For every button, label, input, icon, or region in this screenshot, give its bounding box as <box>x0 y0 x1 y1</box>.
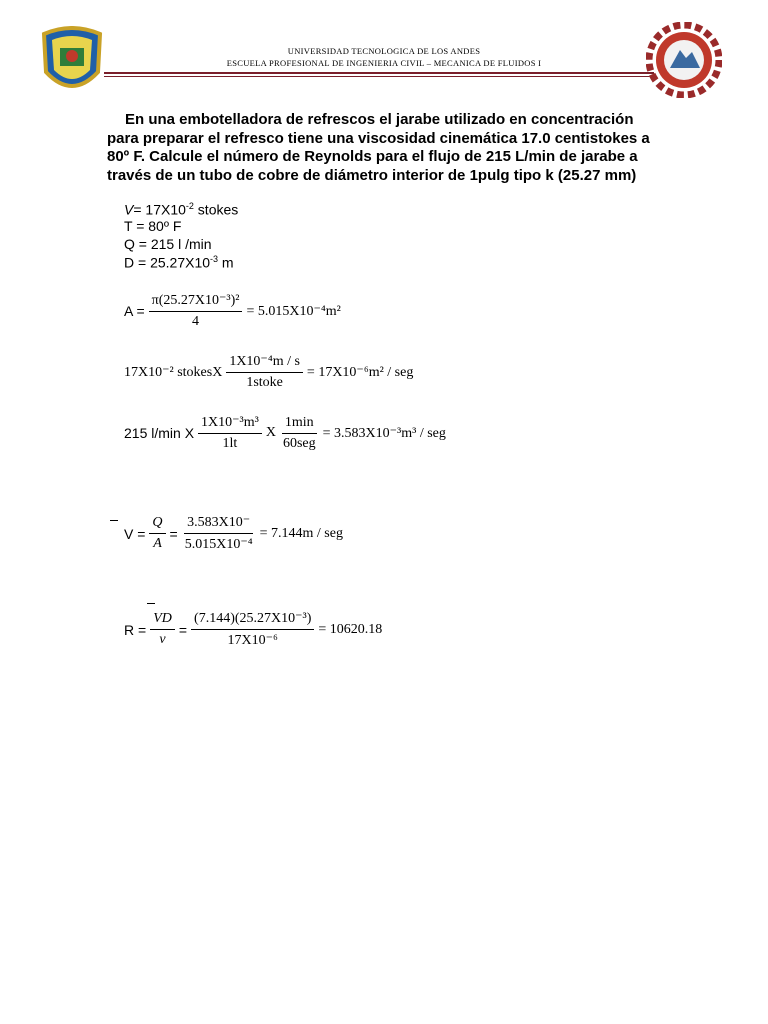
given-flow: Q = 215 l /min <box>124 236 212 252</box>
equation-viscosity: 17X10⁻² stokesX $\frac{\text{1X10⁻⁴m / s}}{\text{1stoke}}$ = 17X10⁻⁶m² / seg <box>124 354 414 390</box>
engineering-gear-logo <box>646 22 722 98</box>
equation-flow: 215 l/min X $\frac{\text{1X10⁻³m³}}{1lt}$ X $\frac{1\min}{\text{60seg}}$ = 3.583X10⁻³m³ / seg <box>124 414 446 451</box>
equation-reynolds: R = $\frac{VD}{\nu}$ = $\frac{\text{(7.144)(25.27X10⁻³)}}{\text{17X10⁻⁶}}$ = 10620.18 <box>124 611 383 648</box>
fraction-viscosity: $\frac{\text{1X10⁻⁴m / s}}{\text{1stoke}}$ <box>226 353 303 391</box>
fraction-vd-over-nu: $\frac{VD}{\nu}$ <box>150 611 175 648</box>
fraction-flow-time: $\frac{1\min}{\text{60seg}}$ <box>282 414 316 451</box>
header-divider <box>104 72 654 74</box>
given-viscosity: $V= 17X10^{-2}$ stokes <box>124 201 239 218</box>
fraction-velocity-values: $\frac{3.583X10^-}{\text{5.015X10⁻⁴}}$ <box>184 515 253 552</box>
fraction-reynolds-values: $\frac{\text{(7.144)(25.27X10⁻³)}}{\text{17X10⁻⁶}}$ <box>191 610 314 649</box>
header-university-name: UNIVERSIDAD TECNOLOGICA DE LOS ANDES <box>287 46 481 56</box>
university-seal-logo <box>38 26 106 96</box>
fraction-q-over-a: $\frac{Q}{A}$ <box>149 515 165 552</box>
given-temperature: T = 80º F <box>124 218 182 234</box>
fraction-area: $\frac{\text{π(25.27X10⁻³)²}}{4}$ <box>149 292 243 330</box>
equation-area: A = $\frac{\text{π(25.27X10⁻³)²}}{4}$ = 5.015X10⁻⁴m² <box>124 293 341 329</box>
reynolds-overbar <box>147 603 155 604</box>
header-school-name: ESCUELA PROFESIONAL DE INGENIERIA CIVIL – MECANICA DE FLUIDOS I <box>226 58 542 68</box>
header-divider-thin <box>104 76 654 77</box>
given-diameter: $D = 25.27X10^{-3}$ m <box>124 254 234 271</box>
problem-statement: En una embotelladora de refrescos el jarabe utilizado en concentración para preparar el refresco tiene una viscosidad cinemática 17.0 centistokes a 80º F. Calcule el número de Reynolds para el flujo de 215 L/min de jarabe a través de un tubo de cobre de diámetro interior de 1pulg tipo k (25.27 mm) <box>107 111 650 184</box>
fraction-flow-liters: $\frac{\text{1X10⁻³m³}}{1lt}$ <box>198 414 262 452</box>
equation-velocity: V = $\frac{Q}{A}$ = $\frac{3.583X10^-}{\text{5.015X10⁻⁴}}$ = 7.144m / seg <box>124 515 343 552</box>
velocity-overbar <box>110 520 118 521</box>
nu-symbol: V <box>124 201 134 218</box>
